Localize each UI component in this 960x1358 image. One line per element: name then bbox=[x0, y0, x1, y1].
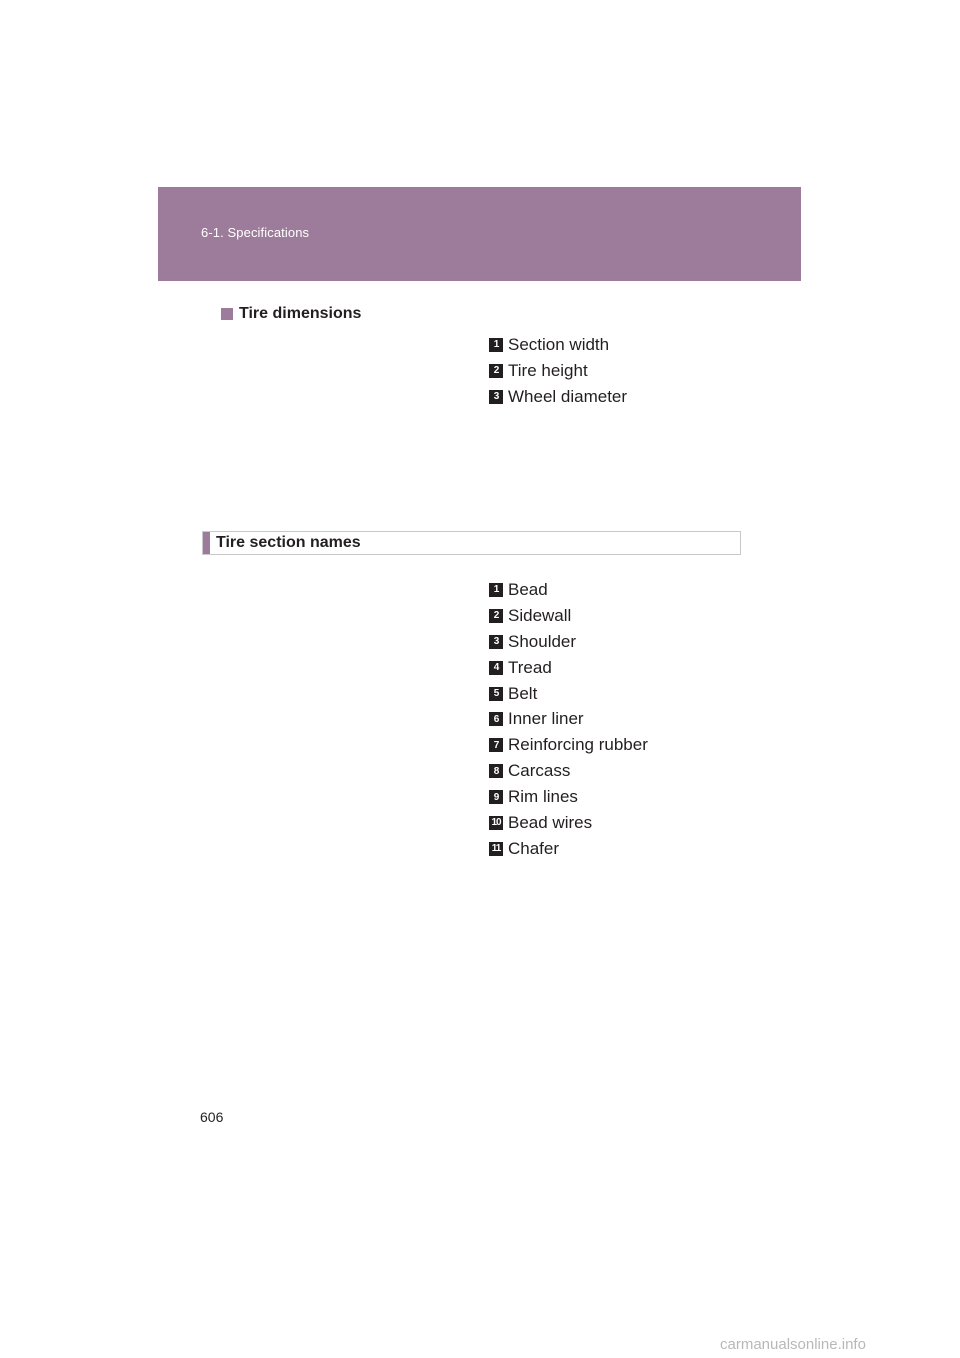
tire-dimensions-heading bbox=[221, 305, 361, 323]
list-item bbox=[489, 681, 648, 707]
watermark: carmanualsonline.info bbox=[720, 1336, 866, 1353]
list-item bbox=[489, 629, 648, 655]
tire-section-names-list bbox=[489, 577, 648, 862]
list-item bbox=[489, 384, 627, 410]
list-item-label: Wheel diameter bbox=[508, 386, 628, 406]
tire-dimensions-list bbox=[489, 332, 627, 410]
list-item-label: Belt bbox=[508, 683, 538, 703]
number-badge-icon: 6 bbox=[489, 712, 503, 726]
number-badge-icon: 1 bbox=[489, 583, 503, 597]
list-item bbox=[489, 758, 648, 784]
list-item bbox=[489, 810, 648, 836]
page-number: 606 bbox=[200, 1109, 224, 1125]
list-item bbox=[489, 332, 627, 358]
header-band bbox=[158, 187, 801, 281]
list-item-label: Bead bbox=[508, 579, 548, 599]
list-item bbox=[489, 784, 648, 810]
list-item bbox=[489, 603, 648, 629]
number-badge-icon: 2 bbox=[489, 364, 503, 378]
list-item-label: Tread bbox=[508, 657, 552, 677]
number-badge-icon: 2 bbox=[489, 609, 503, 623]
list-item-label: Section width bbox=[508, 334, 610, 354]
number-badge-icon: 7 bbox=[489, 738, 503, 752]
list-item-label: Tire height bbox=[508, 360, 588, 380]
tire-section-names-heading: Tire section names bbox=[216, 534, 361, 551]
number-badge-icon: 3 bbox=[489, 390, 503, 404]
list-item bbox=[489, 358, 627, 384]
list-item-label: Rim lines bbox=[508, 787, 578, 807]
number-badge-icon: 10 bbox=[489, 816, 503, 830]
list-item-label: Sidewall bbox=[508, 605, 572, 625]
section-bar-accent bbox=[203, 532, 210, 554]
list-item-label: Reinforcing rubber bbox=[508, 735, 648, 755]
section-title: 6-1. Specifications bbox=[201, 225, 310, 240]
list-item bbox=[489, 732, 648, 758]
number-badge-icon: 8 bbox=[489, 764, 503, 778]
number-badge-icon: 9 bbox=[489, 790, 503, 804]
list-item-label: Chafer bbox=[508, 838, 560, 858]
list-item bbox=[489, 706, 648, 732]
list-item-label: Bead wires bbox=[508, 812, 593, 832]
number-badge-icon: 11 bbox=[489, 842, 503, 856]
list-item-label: Inner liner bbox=[508, 709, 584, 729]
list-item bbox=[489, 577, 648, 603]
list-item bbox=[489, 655, 648, 681]
list-item bbox=[489, 836, 648, 862]
list-item-label: Shoulder bbox=[508, 631, 577, 651]
tire-dimensions-heading-text: Tire dimensions bbox=[239, 305, 362, 322]
number-badge-icon: 1 bbox=[489, 338, 503, 352]
square-bullet-icon bbox=[221, 308, 233, 320]
number-badge-icon: 3 bbox=[489, 635, 503, 649]
number-badge-icon: 5 bbox=[489, 687, 503, 701]
tire-section-names-bar bbox=[202, 531, 741, 555]
number-badge-icon: 4 bbox=[489, 661, 503, 675]
list-item-label: Carcass bbox=[508, 761, 571, 781]
